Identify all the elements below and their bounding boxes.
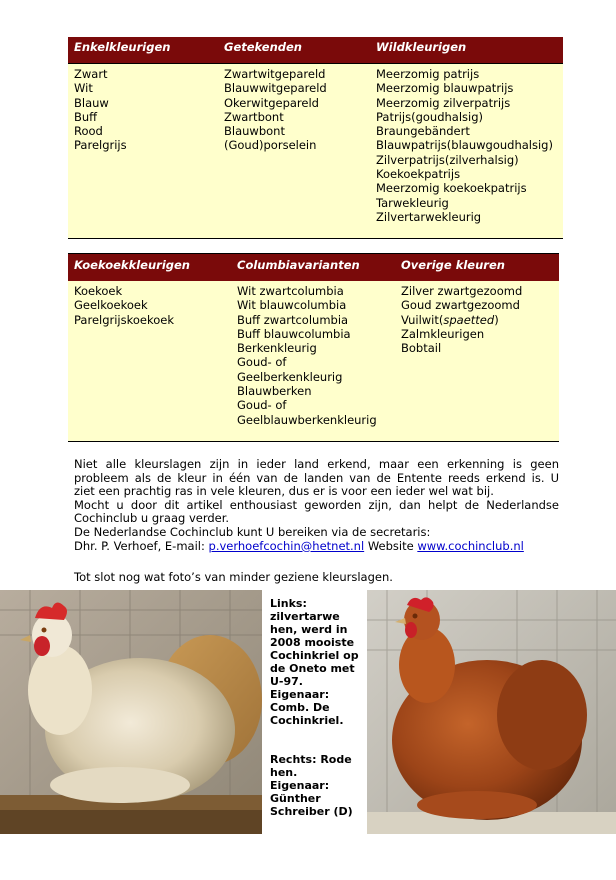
caption-line: U-97. [270, 675, 303, 688]
list-item: Meerzomig patrijs [376, 67, 480, 81]
list-item: Koekoekpatrijs [376, 167, 461, 182]
vuilwit-prefix: Vuilwit( [401, 312, 444, 327]
list-item: Buff zwartcolumbia [237, 312, 349, 327]
list-item: Geelkoekoek [74, 298, 148, 313]
list-item: Parelgrijs [74, 138, 127, 153]
header-wildkleurigen: Wildkleurigen [376, 40, 467, 54]
vuilwit-suffix: ) [494, 312, 499, 327]
photo-right-svg [367, 590, 616, 834]
list-item: Okerwitgepareld [224, 95, 319, 110]
caption-line: Günther [270, 792, 321, 805]
list-item: Braungebändert [376, 124, 470, 139]
list-item: Wit [74, 81, 93, 96]
list-item: Zwartbont [224, 109, 284, 124]
list-item: Bobtail [401, 341, 442, 356]
list-item: Zalmkleurigen [401, 326, 485, 341]
caption-line: hen. [270, 766, 298, 779]
column-getekenden [224, 67, 327, 153]
body-line: Niet alle kleurslagen zijn in ieder land erkend, maar een erkenning is geen [74, 457, 559, 471]
contact-line [74, 540, 559, 554]
list-item: (Goud)porselein [224, 138, 317, 153]
list-item: Goud- of [237, 355, 287, 370]
list-item: Blauwberken [237, 384, 312, 399]
photo-left-svg [0, 590, 262, 834]
table-2-header [68, 254, 559, 281]
list-item: Blauw [74, 95, 109, 110]
list-item: Blauwpatrijs(blauwgoudhalsig) [376, 138, 553, 153]
list-item: Blauwwitgepareld [224, 81, 327, 96]
list-item: Zwartwitgepareld [224, 67, 326, 81]
list-item: Buff [74, 109, 98, 124]
column-columbiavarianten [237, 284, 377, 427]
caption-line: Eigenaar: [270, 688, 330, 701]
body-line: probleem als de kleur in één van de landen van de Entente reeds erkend is. U [74, 470, 559, 485]
list-item: Berkenkleurig [237, 341, 317, 356]
list-item: Wit blauwcolumbia [237, 298, 347, 313]
website-prefix: Website [364, 538, 418, 553]
silver-wheaten-hen-photo [0, 590, 262, 834]
header-getekenden: Getekenden [224, 40, 302, 54]
list-item: Geelblauwberkenkleurig [237, 412, 377, 427]
photo-caption [270, 597, 360, 818]
caption-line: zilvertarwe [270, 610, 340, 623]
caption-line: Schreiber (D) [270, 805, 353, 818]
column-overige-kleuren [401, 284, 522, 355]
color-table-1 [68, 37, 563, 239]
caption-left [270, 597, 360, 727]
list-item: Wit zwartcolumbia [237, 284, 344, 298]
caption-line: Cochinkriel. [270, 714, 344, 727]
list-item: Tarwekleurig [376, 195, 449, 210]
header-koekoekkleurigen: Koekoekkleurigen [74, 258, 190, 272]
caption-line: Links: [270, 597, 307, 610]
vuilwit-italic: spaetted [443, 312, 495, 327]
list-item: Rood [74, 124, 103, 139]
list-item: Meerzomig blauwpatrijs [376, 81, 514, 96]
caption-line: Eigenaar: [270, 779, 330, 792]
list-item: Goud zwartgezoomd [401, 298, 520, 313]
header-overige-kleuren: Overige kleuren [401, 258, 505, 272]
list-item: Zilvertarwekleurig [376, 209, 482, 224]
color-table-2 [68, 253, 559, 442]
caption-right [270, 753, 360, 818]
body-line: Cochinclub u graag verder. [74, 511, 230, 526]
caption-line: Cochinkriel op [270, 649, 359, 662]
column-wildkleurigen [376, 67, 553, 224]
email-link[interactable]: p.verhoefcochin@hetnet.nl [208, 538, 365, 553]
list-item: Blauwbont [224, 124, 285, 139]
body-line: De Nederlandse Cochinclub kunt U bereiken via de secretaris: [74, 524, 431, 539]
header-columbiavarianten: Columbiavarianten [237, 258, 360, 272]
list-item-vuilwit [401, 313, 522, 327]
list-item: Goud- of [237, 398, 287, 413]
caption-line: hen, werd in [270, 623, 348, 636]
caption-line: Comb. De [270, 701, 330, 714]
body-line: Mocht u door dit artikel enthousiast geworden zijn, dan helpt de Nederlandse [74, 497, 559, 512]
list-item: Zilverpatrijs(zilverhalsig) [376, 152, 519, 167]
list-item: Meerzomig zilverpatrijs [376, 95, 511, 110]
website-link[interactable]: www.cochinclub.nl [417, 538, 524, 553]
list-item: Meerzomig koekoekpatrijs [376, 181, 527, 196]
column-koekoekkleurigen [74, 284, 174, 327]
list-item: Koekoek [74, 284, 123, 298]
list-item: Zilver zwartgezoomd [401, 284, 523, 298]
caption-line: de Oneto met [270, 662, 355, 675]
body-text [74, 458, 559, 553]
column-enkelkleurigen [74, 67, 127, 153]
header-enkelkleurigen: Enkelkleurigen [74, 40, 171, 54]
list-item: Geelberkenkleurig [237, 369, 343, 384]
body-line: ziet een prachtig ras in vele kleuren, dus er is voor een ieder wel wat bij. [74, 484, 494, 499]
caption-line: 2008 mooiste [270, 636, 355, 649]
list-item: Parelgrijskoekoek [74, 312, 175, 327]
contact-prefix: Dhr. P. Verhoef, E-mail: [74, 538, 209, 553]
table-1-header [68, 37, 563, 63]
list-item: Buff blauwcolumbia [237, 326, 351, 341]
closing-text: Tot slot nog wat foto’s van minder geziene kleurslagen. [74, 570, 393, 584]
list-item: Patrijs(goudhalsig) [376, 109, 483, 124]
list-item: Zwart [74, 67, 108, 81]
divider [68, 63, 563, 64]
red-hen-photo [367, 590, 616, 834]
caption-line: Rechts: Rode [270, 753, 352, 766]
